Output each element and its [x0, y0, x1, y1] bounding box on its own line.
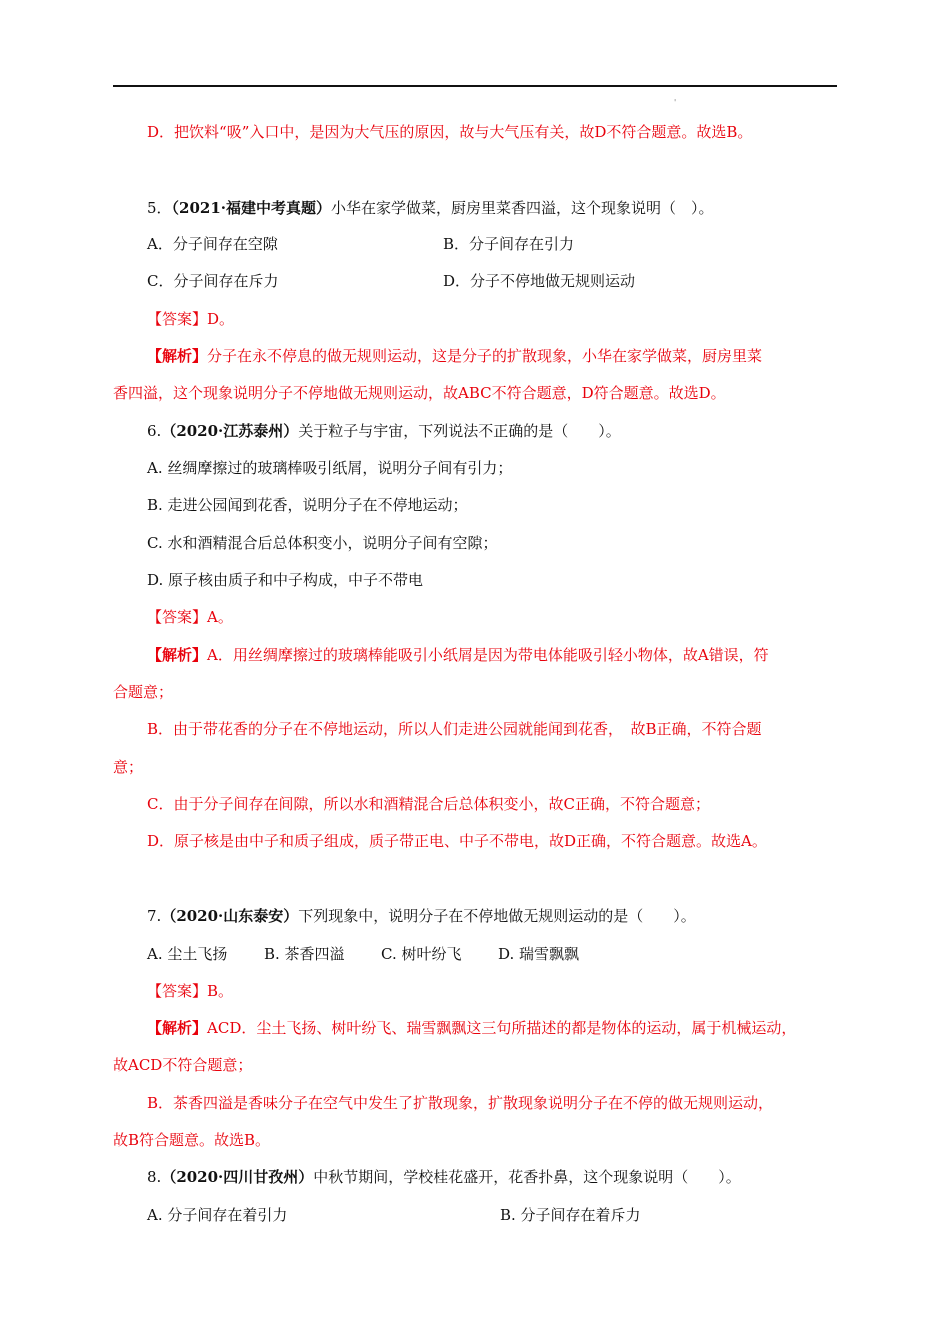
q6-option-a: A. 丝绸摩擦过的玻璃棒吸引纸屑，说明分子间有引力；: [147, 459, 513, 477]
q6-number: 6.: [147, 422, 162, 440]
q6-option-d: D. 原子核由质子和中子构成，中子不带电: [147, 571, 424, 589]
q5-question: 小华在家学做菜，厨房里菜香四溢，这个现象说明（ ）。: [331, 199, 714, 217]
q7-analysis-label: 【解析】: [147, 1019, 208, 1037]
q7-stem: [147, 906, 696, 926]
q6-analysis-line-5: C．由于分子间存在间隙，所以水和酒精混合后总体积变小，故C正确，不符合题意；: [147, 795, 710, 813]
q6-stem: [147, 421, 621, 441]
q6-question: 关于粒子与宇宙，下列说法不正确的是（ ）。: [298, 422, 621, 440]
q6-analysis-line-1: [147, 645, 769, 665]
q8-option-b: B. 分子间存在着斥力: [500, 1206, 641, 1224]
q5-option-a: A．分子间存在空隙: [147, 235, 278, 253]
q7-analysis-line-2: 故ACD不符合题意；: [113, 1056, 253, 1074]
q7-question: 下列现象中，说明分子在不停地做无规则运动的是（ ）。: [298, 907, 696, 925]
q7-analysis-line-1: [147, 1018, 796, 1038]
q7-analysis-line-3: B．茶香四溢是香味分子在空气中发生了扩散现象，扩散现象说明分子在不停的做无规则运动，: [147, 1094, 774, 1112]
q6-analysis-line-6: D．原子核是由中子和质子组成，质子带正电、中子不带电，故D正确，不符合题意。故选A。: [147, 832, 767, 850]
q5-number: 5．: [147, 199, 172, 217]
q8-option-a: A. 分子间存在着引力: [147, 1206, 288, 1224]
header-mark: ': [674, 98, 677, 107]
q6-analysis-line-4: 意；: [113, 758, 144, 776]
q5-option-d: D．分子不停地做无规则运动: [443, 272, 636, 290]
q5-analysis-line-1: [147, 346, 762, 366]
q7-analysis-text-1: ACD．尘土飞扬、树叶纷飞、瑞雪飘飘这三句所描述的都是物体的运动，属于机械运动，: [207, 1019, 797, 1037]
q7-option-d: D. 瑞雪飘飘: [498, 945, 580, 963]
q7-number: 7.: [147, 907, 162, 925]
q7-source: （2020·山东泰安）: [161, 907, 299, 925]
q8-number: 8.: [147, 1168, 162, 1186]
q6-analysis-line-3: B．由于带花香的分子在不停地运动，所以人们走进公园就能闻到花香， 故B正确，不符合题: [147, 720, 762, 738]
header-rule: [113, 85, 837, 87]
q5-option-b: B．分子间存在引力: [443, 235, 575, 253]
q6-option-c: C. 水和酒精混合后总体积变小，说明分子间有空隙；: [147, 534, 498, 552]
q5-answer: 【答案】D。: [147, 310, 235, 328]
q7-option-a: A. 尘土飞扬: [147, 945, 228, 963]
q5-analysis-line-2: 香四溢，这个现象说明分子不停地做无规则运动，故ABC不符合题意，D符合题意。故选D。: [113, 384, 726, 402]
q8-source: （2020·四川甘孜州）: [161, 1168, 314, 1186]
q5-analysis-label: 【解析】: [147, 347, 208, 365]
q8-question: 中秋节期间，学校桂花盛开，花香扑鼻，这个现象说明（ ）。: [313, 1168, 741, 1186]
q6-source: （2020·江苏泰州）: [161, 422, 299, 440]
q5-analysis-text-1: 分子在永不停息的做无规则运动，这是分子的扩散现象，小华在家学做菜，厨房里菜: [207, 347, 763, 365]
q7-answer: 【答案】B。: [147, 982, 234, 1000]
q5-option-c: C．分子间存在斥力: [147, 272, 279, 290]
q4-explanation-tail: D．把饮料“吸”入口中，是因为大气压的原因，故与大气压有关，故D不符合题意。故选B。: [147, 123, 753, 141]
q6-analysis-line-2: 合题意；: [113, 683, 174, 701]
q6-analysis-label: 【解析】: [147, 646, 208, 664]
q7-option-c: C. 树叶纷飞: [381, 945, 462, 963]
q5-source: （2021·福建中考真题）: [171, 199, 332, 217]
q7-analysis-line-4: 故B符合题意。故选B。: [113, 1131, 271, 1149]
q5-stem: [147, 198, 714, 218]
q6-option-b: B. 走进公园闻到花香，说明分子在不停地运动；: [147, 496, 468, 514]
q6-answer: 【答案】A。: [147, 608, 233, 626]
q7-option-b: B. 茶香四溢: [264, 945, 345, 963]
q8-stem: [147, 1167, 741, 1187]
q6-analysis-text-1: A．用丝绸摩擦过的玻璃棒能吸引小纸屑是因为带电体能吸引轻小物体，故A错误，符: [207, 646, 769, 664]
